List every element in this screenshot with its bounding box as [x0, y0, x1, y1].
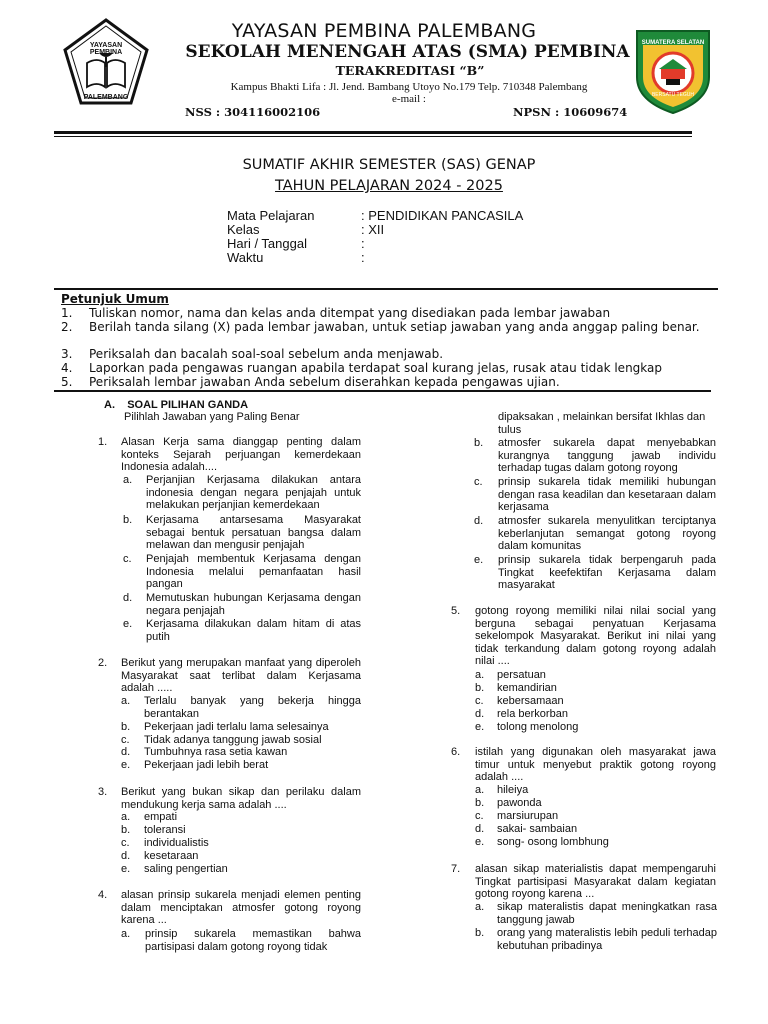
info-value: : PENDIDIKAN PANCASILA: [361, 208, 524, 223]
question-text: Berikut yang bukan sikap dan perilaku dalam mendukung kerja sama adalah ....: [121, 786, 361, 811]
instruction-number: 2.: [61, 320, 73, 334]
option-letter: e.: [121, 863, 131, 875]
foundation-logo-bottom-text: PALEMBANG: [83, 94, 129, 101]
option-text: Penjajah membentuk Kerjasama dengan Indonesia melalui pemanfaatan hasil pangan: [146, 553, 361, 590]
option-letter: e.: [475, 836, 485, 848]
question-text: Alasan Kerja sama dianggap penting dalam konteks Sejarah perjuangan kemerdekaan Indonesia adalah....: [121, 436, 361, 473]
option-letter: b.: [475, 927, 485, 939]
option-text-continued: dipaksakan , melainkan bersifat Ikhlas dan tulus: [498, 411, 706, 436]
info-row: [227, 251, 627, 265]
option-text: atmosfer sukarela menyulitkan terciptanya keberlanjutan semangat gotong royong dalam komunitas: [498, 515, 716, 552]
npsn-number: NPSN : 10609674: [513, 105, 628, 119]
option-text: Terlalu banyak yang bekerja hingga berantakan: [144, 695, 361, 720]
option-text: sakai- sambaian: [497, 823, 578, 835]
exam-info: [227, 209, 627, 269]
school-name: SEKOLAH MENENGAH ATAS (SMA) PEMBINA: [185, 42, 630, 62]
instruction-text: Periksalah lembar jawaban Anda sebelum diserahkan kepada pengawas ujian.: [89, 375, 560, 389]
info-value: : XII: [361, 222, 385, 237]
option-letter: b.: [475, 682, 485, 694]
option-text: toleransi: [144, 824, 186, 836]
question-text: alasan sikap materialistis dapat mempengaruhi Tingkat partisipasi Masyarakat dalam kegiatan gotong royong karena ...: [475, 863, 716, 900]
option-letter: a.: [475, 901, 485, 913]
option-letter: a.: [123, 474, 133, 486]
option-text: Memutuskan hubungan Kerjasama dengan negara penjajah: [146, 592, 361, 617]
option-text: Tidak adanya tanggung jawab sosial: [144, 734, 322, 746]
option-letter: c.: [123, 553, 132, 565]
option-letter: e.: [474, 554, 484, 566]
exam-title: SUMATIF AKHIR SEMESTER (SAS) GENAP: [242, 157, 536, 173]
instruction-text: Periksalah dan bacalah soal-soal sebelum anda menjawab.: [89, 347, 444, 361]
instruction-item: [61, 320, 713, 348]
letterhead-divider: [54, 131, 692, 134]
option-text: kesetaraan: [144, 850, 199, 862]
instruction-number: 1.: [61, 306, 73, 320]
info-row: [227, 223, 627, 237]
option-letter: a.: [121, 811, 131, 823]
option-text: Perjanjian Kerjasama dilakukan antara indonesia dengan negara penjajah untuk melakukan perjanjian kemerdekaan: [146, 474, 361, 511]
option-letter: d.: [474, 515, 484, 527]
option-letter: d.: [123, 592, 133, 604]
instructions-divider-bottom: [54, 390, 711, 392]
option-text: prinsip sukarela memastikan bahwa partisipasi dalam gotong royong tidak: [145, 928, 361, 953]
question-1: [98, 436, 368, 646]
question-number: 2.: [98, 657, 108, 669]
option-text: Pekerjaan jadi lebih berat: [144, 759, 269, 771]
instruction-item: [61, 375, 713, 389]
option-letter: b.: [121, 824, 131, 836]
exam-year: TAHUN PELAJARAN 2024 - 2025: [275, 178, 503, 194]
option-letter: d.: [121, 746, 131, 758]
option-letter: a.: [121, 928, 131, 940]
question-text: gotong royong memiliki nilai nilai social yang berguna sebagai penyatuan Kerjasama sekelompok Masyarakat. Berikut ini nilai yang tidak terkandung dalam gotong royong adalah nilai ....: [475, 605, 716, 667]
option-text: kebersamaan: [497, 695, 564, 707]
province-crest-top-text: SUMATERA SELATAN: [641, 40, 705, 46]
option-text: Tumbuhnya rasa setia kawan: [144, 746, 288, 758]
info-value: :: [361, 236, 365, 251]
question-number: 3.: [98, 786, 108, 798]
option-letter: c.: [475, 810, 484, 822]
option-text: prinsip sukarela tidak berpengaruh pada Tingkat keefektifan Kerjasama dalam masyarakat: [498, 554, 716, 591]
option-text: rela berkorban: [497, 708, 568, 720]
question-6: [451, 746, 719, 856]
question-number: 4.: [98, 889, 108, 901]
option-text: tolong menolong: [497, 721, 579, 733]
option-text: kemandirian: [497, 682, 557, 694]
option-letter: d.: [475, 708, 485, 720]
option-letter: c.: [475, 695, 484, 707]
info-row: [227, 209, 627, 223]
letterhead: [0, 0, 768, 140]
answer-option[interactable]: [121, 928, 361, 954]
instruction-item: [61, 361, 713, 375]
option-text: Pekerjaan jadi terlalu lama selesainya: [144, 721, 329, 733]
option-letter: c.: [121, 734, 130, 746]
foundation-logo-top-text: YAYASAN PEMBINA: [89, 42, 123, 56]
option-text: atmosfer sukarela dapat menyebabkan kurangnya tanggung jawab individu terhadap tugas dalam gotong royong: [498, 437, 716, 474]
info-value: :: [361, 250, 365, 265]
option-letter: e.: [475, 721, 485, 733]
option-text: orang yang materalistis lebih peduli terhadap kebutuhan pribadinya: [497, 927, 717, 952]
info-label: Hari / Tanggal: [227, 236, 307, 251]
instruction-text: Laporkan pada pengawas ruangan apabila terdapat soal kurang jelas, rusak atau tidak lengkap: [89, 361, 662, 375]
instruction-text: Berilah tanda silang (X) pada lembar jawaban, untuk setiap jawaban yang anda anggap paling benar.: [89, 320, 700, 334]
option-text: individualistis: [144, 837, 209, 849]
question-text: alasan prinsip sukarela menjadi elemen penting dalam menciptakan atmosfer gotong royong karena ...: [121, 889, 361, 926]
option-text: empati: [144, 811, 178, 823]
option-letter: e.: [123, 618, 133, 630]
option-letter: a.: [475, 784, 485, 796]
email-line: e-mail :: [392, 93, 426, 105]
option-letter: a.: [121, 695, 131, 707]
section-a-subtitle: Pilihlah Jawaban yang Paling Benar: [124, 411, 300, 423]
option-text: hileiya: [497, 784, 529, 796]
option-text: sikap materalistis dapat meningkatkan rasa tanggung jawab: [497, 901, 717, 926]
foundation-name: YAYASAN PEMBINA PALEMBANG: [231, 20, 537, 42]
question-number: 1.: [98, 436, 108, 448]
info-label: Mata Pelajaran: [227, 208, 315, 223]
option-text: prinsip sukarela tidak memiliki hubungan dengan rasa keadilan dan kesetaraan dalam kerjasama: [498, 476, 716, 513]
instruction-number: 3.: [61, 347, 73, 361]
option-letter: e.: [121, 759, 131, 771]
question-4-options: [474, 437, 719, 597]
option-letter: d.: [121, 850, 131, 862]
instructions-divider-top: [54, 288, 718, 290]
info-label: Kelas: [227, 222, 260, 237]
instruction-item: [61, 347, 713, 361]
option-letter: b.: [474, 437, 484, 449]
letterhead-divider-thin: [54, 136, 692, 137]
option-text: persatuan: [497, 669, 546, 681]
option-letter: b.: [475, 797, 485, 809]
option-text: saling pengertian: [144, 863, 228, 875]
instructions-title: Petunjuk Umum: [61, 292, 169, 306]
option-text: pawonda: [497, 797, 542, 809]
question-2: [98, 657, 368, 777]
info-row: [227, 237, 627, 251]
option-text: song- osong lombhung: [497, 836, 609, 848]
question-text: Berikut yang merupakan manfaat yang diperoleh Masyarakat saat terlibat dalam Kerjasama adalah .....: [121, 657, 361, 694]
instruction-number: 4.: [61, 361, 73, 375]
province-crest-bottom-text: BERSATU TEGUH: [651, 92, 695, 98]
instruction-number: 5.: [61, 375, 73, 389]
question-number: 7.: [451, 863, 461, 875]
option-letter: c.: [121, 837, 130, 849]
instruction-text: Tuliskan nomor, nama dan kelas anda ditempat yang disediakan pada lembar jawaban: [89, 306, 611, 320]
option-letter: a.: [475, 669, 485, 681]
section-a-heading: A. SOAL PILIHAN GANDA: [104, 399, 249, 411]
option-letter: b.: [123, 514, 133, 526]
option-text: Kerjasama antarsesama Masyarakat sebagai bentuk persatuan bangsa dalam melawan dan mengusir penjajah: [146, 514, 361, 551]
school-address: [195, 81, 623, 105]
option-letter: c.: [474, 476, 483, 488]
question-number: 5.: [451, 605, 461, 617]
instruction-item: [61, 306, 713, 320]
option-letter: b.: [121, 721, 131, 733]
nss-number: NSS : 304116002106: [185, 105, 321, 119]
option-letter: d.: [475, 823, 485, 835]
accreditation: TERAKREDITASI “B”: [335, 63, 485, 78]
question-text: istilah yang digunakan oleh masyarakat jawa timur untuk menyebut praktik gotong royong adalah ....: [475, 746, 716, 783]
info-label: Waktu: [227, 250, 264, 265]
option-text: Kerjasama dilakukan dalam hitam di atas putih: [146, 618, 361, 643]
address-line: Kampus Bhakti Lifa : Jl. Jend. Bambang Utoyo No.179 Telp. 710348 Palembang: [230, 81, 588, 93]
option-text: marsiurupan: [497, 810, 559, 822]
question-5: [451, 605, 719, 740]
question-7: [451, 863, 719, 963]
question-number: 6.: [451, 746, 461, 758]
question-3: [98, 786, 368, 881]
